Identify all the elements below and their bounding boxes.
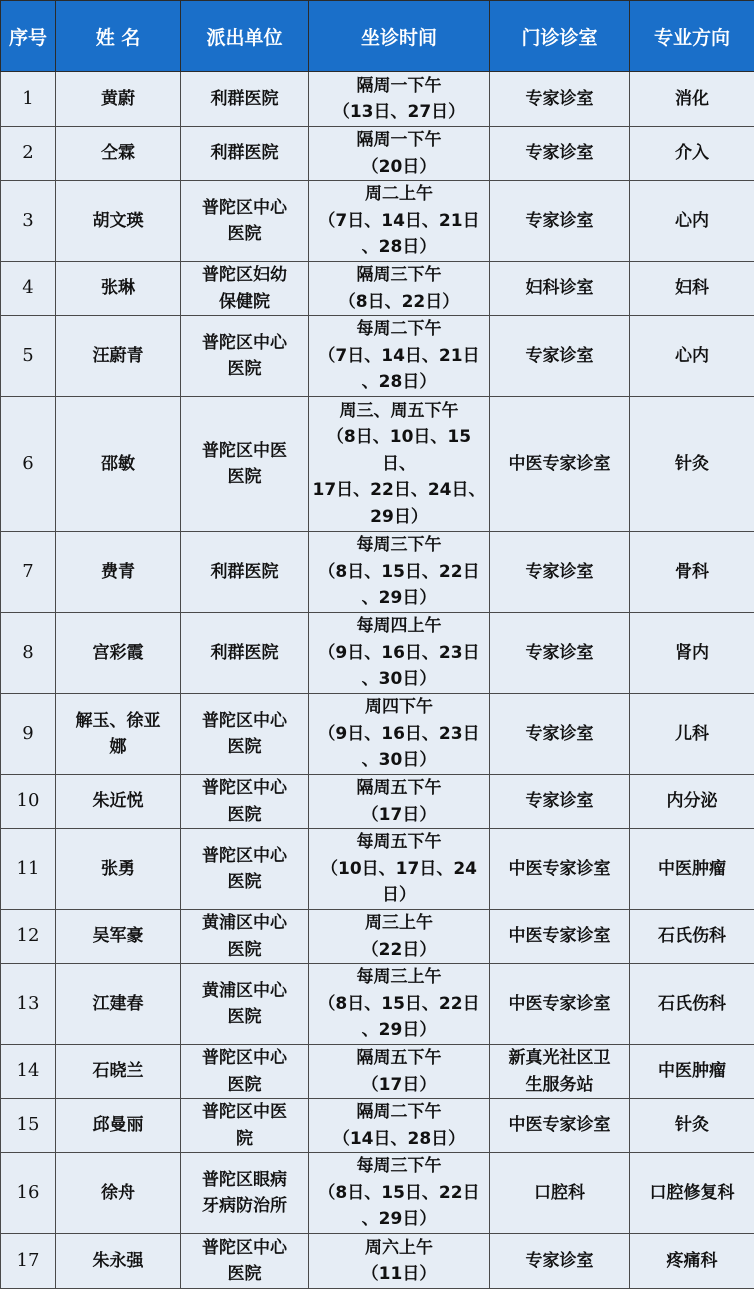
cell-room: 专家诊室 <box>490 694 630 775</box>
cell-name: 汪蔚青 <box>56 316 181 397</box>
cell-time: 隔周五下午 （17日） <box>309 775 490 829</box>
cell-room: 专家诊室 <box>490 181 630 262</box>
cell-field: 石氏伤科 <box>630 910 754 964</box>
cell-field: 骨科 <box>630 532 754 613</box>
cell-index: 9 <box>1 694 56 775</box>
cell-time: 每周五下午 （10日、17日、24日） <box>309 829 490 910</box>
cell-name: 江建春 <box>56 964 181 1045</box>
cell-name: 张琳 <box>56 262 181 316</box>
cell-unit: 黄浦区中心 医院 <box>181 910 309 964</box>
header-unit: 派出单位 <box>181 1 309 72</box>
cell-time: 周四下午 （9日、16日、23日 、30日） <box>309 694 490 775</box>
cell-field: 儿科 <box>630 694 754 775</box>
cell-room: 口腔科 <box>490 1153 630 1234</box>
cell-name: 黄蔚 <box>56 72 181 127</box>
cell-field: 中医肿瘤 <box>630 829 754 910</box>
cell-index: 4 <box>1 262 56 316</box>
table-row <box>1 694 754 775</box>
cell-time: 每周四上午 （9日、16日、23日 、30日） <box>309 613 490 694</box>
cell-unit: 普陀区中医 院 <box>181 1099 309 1153</box>
cell-index: 1 <box>1 72 56 127</box>
cell-time: 每周二下午 （7日、14日、21日 、28日） <box>309 316 490 397</box>
cell-time: 隔周一下午 （20日） <box>309 127 490 181</box>
cell-name: 邵敏 <box>56 397 181 532</box>
cell-time: 每周三上午 （8日、15日、22日 、29日） <box>309 964 490 1045</box>
cell-room: 专家诊室 <box>490 532 630 613</box>
cell-index: 6 <box>1 397 56 532</box>
table-row <box>1 181 754 262</box>
cell-time: 隔周二下午 （14日、28日） <box>309 1099 490 1153</box>
cell-field: 心内 <box>630 316 754 397</box>
cell-time: 周三上午 （22日） <box>309 910 490 964</box>
cell-field: 口腔修复科 <box>630 1153 754 1234</box>
cell-name: 宫彩霞 <box>56 613 181 694</box>
cell-unit: 普陀区中心 医院 <box>181 694 309 775</box>
header-time: 坐诊时间 <box>309 1 490 72</box>
cell-room: 专家诊室 <box>490 1234 630 1289</box>
table-row <box>1 397 754 532</box>
cell-field: 心内 <box>630 181 754 262</box>
cell-time: 每周三下午 （8日、15日、22日 、29日） <box>309 1153 490 1234</box>
cell-unit: 普陀区中心 医院 <box>181 829 309 910</box>
cell-name: 邱曼丽 <box>56 1099 181 1153</box>
table-row <box>1 910 754 964</box>
cell-time: 隔周一下午 （13日、27日） <box>309 72 490 127</box>
table-row <box>1 127 754 181</box>
cell-time: 隔周五下午 （17日） <box>309 1045 490 1099</box>
cell-room: 新真光社区卫 生服务站 <box>490 1045 630 1099</box>
cell-field: 疼痛科 <box>630 1234 754 1289</box>
cell-field: 消化 <box>630 72 754 127</box>
table-row <box>1 829 754 910</box>
table-row <box>1 72 754 127</box>
cell-time: 隔周三下午 （8日、22日） <box>309 262 490 316</box>
cell-unit: 利群医院 <box>181 127 309 181</box>
header-room: 门诊诊室 <box>490 1 630 72</box>
table-row <box>1 1153 754 1234</box>
table-row <box>1 532 754 613</box>
cell-name: 张勇 <box>56 829 181 910</box>
cell-room: 中医专家诊室 <box>490 397 630 532</box>
cell-name: 石晓兰 <box>56 1045 181 1099</box>
cell-index: 10 <box>1 775 56 829</box>
cell-index: 7 <box>1 532 56 613</box>
cell-field: 介入 <box>630 127 754 181</box>
cell-room: 中医专家诊室 <box>490 964 630 1045</box>
cell-index: 16 <box>1 1153 56 1234</box>
table-row <box>1 964 754 1045</box>
cell-name: 胡文瑛 <box>56 181 181 262</box>
cell-unit: 普陀区眼病 牙病防治所 <box>181 1153 309 1234</box>
header-field: 专业方向 <box>630 1 754 72</box>
cell-time: 每周三下午 （8日、15日、22日 、29日） <box>309 532 490 613</box>
cell-index: 15 <box>1 1099 56 1153</box>
cell-room: 妇科诊室 <box>490 262 630 316</box>
table-row <box>1 1099 754 1153</box>
cell-index: 5 <box>1 316 56 397</box>
cell-name: 费青 <box>56 532 181 613</box>
cell-index: 3 <box>1 181 56 262</box>
cell-unit: 利群医院 <box>181 72 309 127</box>
cell-room: 专家诊室 <box>490 72 630 127</box>
cell-unit: 普陀区中心 医院 <box>181 1045 309 1099</box>
cell-time: 周六上午 （11日） <box>309 1234 490 1289</box>
header-row <box>1 1 754 72</box>
cell-room: 中医专家诊室 <box>490 829 630 910</box>
cell-field: 中医肿瘤 <box>630 1045 754 1099</box>
cell-unit: 普陀区妇幼 保健院 <box>181 262 309 316</box>
cell-room: 专家诊室 <box>490 775 630 829</box>
cell-name: 朱近悦 <box>56 775 181 829</box>
cell-unit: 利群医院 <box>181 532 309 613</box>
cell-unit: 利群医院 <box>181 613 309 694</box>
table-row <box>1 1234 754 1289</box>
table-row <box>1 1045 754 1099</box>
cell-index: 8 <box>1 613 56 694</box>
cell-unit: 黄浦区中心 医院 <box>181 964 309 1045</box>
cell-index: 11 <box>1 829 56 910</box>
cell-index: 14 <box>1 1045 56 1099</box>
cell-unit: 普陀区中心 医院 <box>181 1234 309 1289</box>
table-row <box>1 316 754 397</box>
cell-unit: 普陀区中心 医院 <box>181 181 309 262</box>
cell-field: 石氏伤科 <box>630 964 754 1045</box>
cell-room: 中医专家诊室 <box>490 910 630 964</box>
table-row <box>1 775 754 829</box>
header-name: 姓 名 <box>56 1 181 72</box>
cell-name: 朱永强 <box>56 1234 181 1289</box>
cell-time: 周三、周五下午 （8日、10日、15日、 17日、22日、24日、 29日） <box>309 397 490 532</box>
cell-unit: 普陀区中心 医院 <box>181 316 309 397</box>
cell-field: 针灸 <box>630 397 754 532</box>
cell-room: 专家诊室 <box>490 613 630 694</box>
cell-name: 徐舟 <box>56 1153 181 1234</box>
header-index: 序号 <box>1 1 56 72</box>
cell-name: 解玉、徐亚 娜 <box>56 694 181 775</box>
cell-room: 专家诊室 <box>490 127 630 181</box>
cell-index: 12 <box>1 910 56 964</box>
cell-unit: 普陀区中医 医院 <box>181 397 309 532</box>
cell-name: 仝霖 <box>56 127 181 181</box>
cell-room: 中医专家诊室 <box>490 1099 630 1153</box>
table-row <box>1 262 754 316</box>
cell-time: 周二上午 （7日、14日、21日 、28日） <box>309 181 490 262</box>
cell-index: 2 <box>1 127 56 181</box>
cell-field: 针灸 <box>630 1099 754 1153</box>
table-row <box>1 613 754 694</box>
cell-unit: 普陀区中心 医院 <box>181 775 309 829</box>
cell-room: 专家诊室 <box>490 316 630 397</box>
cell-index: 13 <box>1 964 56 1045</box>
cell-field: 内分泌 <box>630 775 754 829</box>
cell-index: 17 <box>1 1234 56 1289</box>
cell-field: 妇科 <box>630 262 754 316</box>
cell-name: 吴军豪 <box>56 910 181 964</box>
cell-field: 肾内 <box>630 613 754 694</box>
